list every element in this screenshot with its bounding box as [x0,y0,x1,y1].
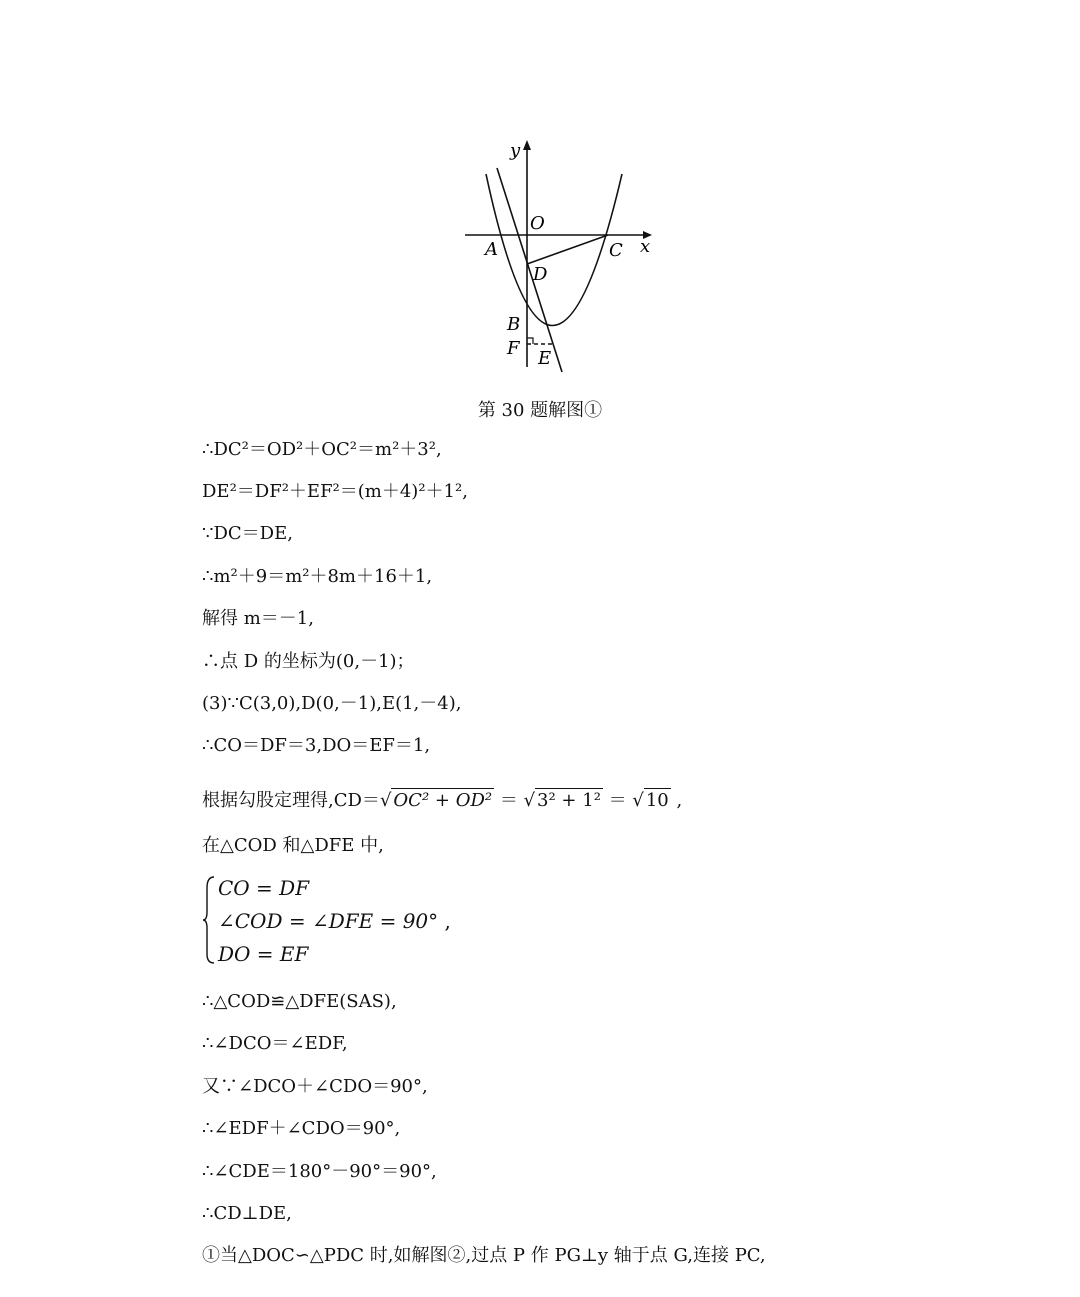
y-axis-arrow [523,140,531,150]
pythagoras-line: 根据勾股定理得,CD＝√ OC² + OD² ＝ √ 3² + 1² ＝ √ 10 , [202,790,683,811]
solution-line-16: ∴CD⊥DE, [202,1203,292,1224]
solution-line-8: ∴CO＝DF＝3,DO＝EF＝1, [202,735,431,756]
label-y: y [510,140,521,161]
radical-1: OC² + OD² [393,790,493,811]
left-brace [202,874,216,966]
solution-line-11: ∴△COD≌△DFE(SAS), [202,991,397,1012]
label-C: C [609,240,623,261]
solution-line-14: ∴∠EDF＋∠CDO＝90°, [202,1118,401,1139]
equation-system [202,874,462,966]
segment-DC [527,235,608,264]
equals-2: ＝ [608,790,627,811]
label-O: O [530,213,545,234]
system-row-3: DO = EF [218,942,309,966]
pythagoras-prefix: 根据勾股定理得,CD＝ [202,790,380,811]
radical-3: 10 [645,790,669,811]
pythagoras-suffix: , [676,790,683,811]
solution-line-15: ∴∠CDE＝180°－90°＝90°, [202,1161,437,1182]
label-D: D [533,264,548,285]
solution-line-5: 解得 m＝－1, [202,608,314,629]
system-row-2-text: ∠COD = ∠DFE = 90° [218,909,439,933]
figure-caption: 第 30 题解图① [477,400,603,421]
label-F: F [507,338,520,359]
solution-line-13: 又∵∠DCO＋∠CDO＝90°, [202,1076,428,1097]
solution-line-7: (3)∵C(3,0),D(0,－1),E(1,－4), [202,693,462,714]
system-row-2-suffix: , [444,909,451,933]
solution-line-4: ∴m²＋9＝m²＋8m＋16＋1, [202,566,433,587]
solution-line-10: 在△COD 和△DFE 中, [202,835,384,856]
equals-1: ＝ [499,790,518,811]
label-E: E [538,348,552,369]
solution-line-12: ∴∠DCO＝∠EDF, [202,1033,348,1054]
solution-line-3: ∵DC＝DE, [202,523,293,544]
right-angle-mark [527,338,533,344]
system-row-2 [218,909,451,933]
label-x: x [640,236,651,257]
radical-2: 3² + 1² [537,790,601,811]
solution-line-17: ①当△DOC∽△PDC 时,如解图②,过点 P 作 PG⊥y 轴于点 G,连接 PC, [202,1245,766,1266]
parabola-figure [450,132,670,382]
system-row-1: CO = DF [218,876,310,900]
solution-line-1: ∴DC²＝OD²＋OC²＝m²＋3², [202,439,442,460]
solution-line-6: ∴点 D 的坐标为(0,－1)； [202,651,415,672]
solution-line-2: DE²＝DF²＋EF²＝(m＋4)²＋1², [202,481,468,502]
label-A: A [485,239,498,260]
label-B: B [507,314,521,335]
